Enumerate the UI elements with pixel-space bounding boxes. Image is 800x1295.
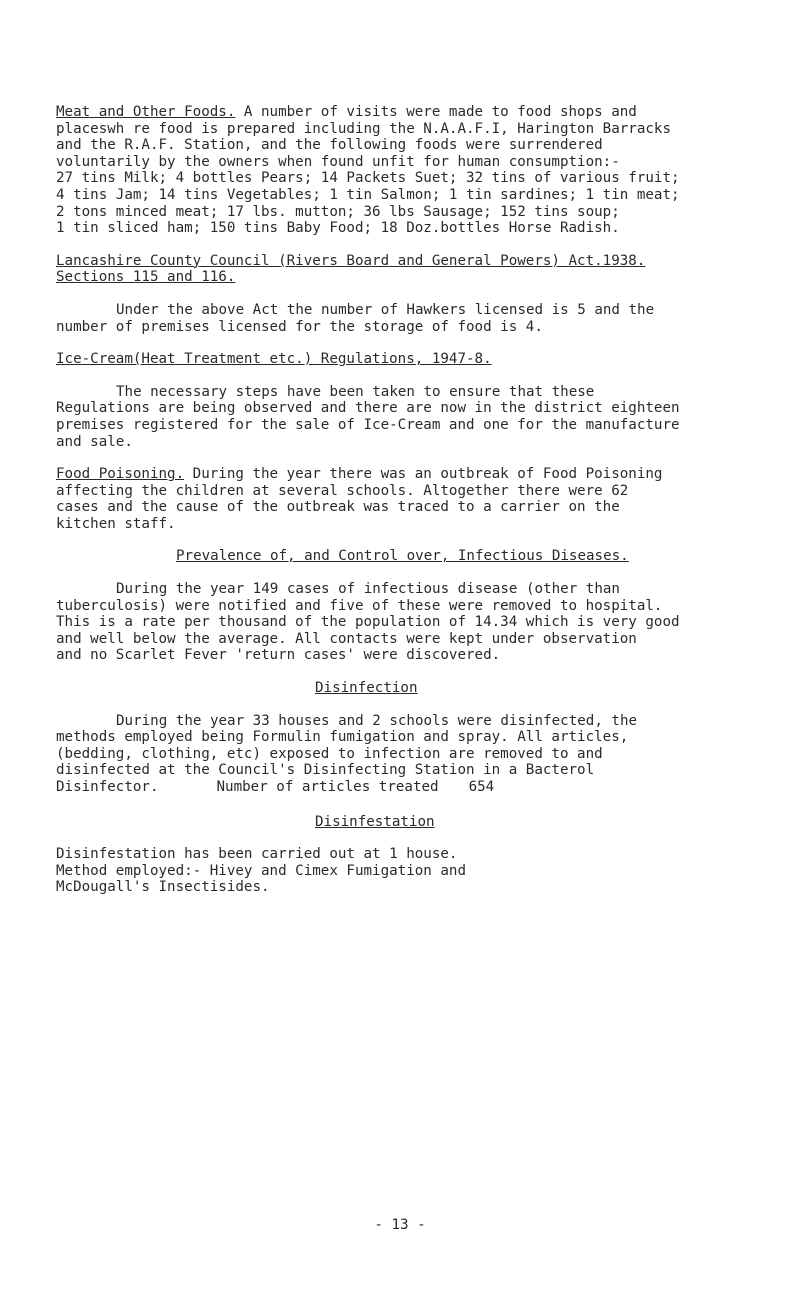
paragraph-line: voluntarily by the owners when found unfit for human consumption:- bbox=[56, 153, 620, 170]
paragraph-line: kitchen staff. bbox=[56, 515, 176, 532]
section-lancashire-act bbox=[56, 253, 796, 335]
paragraph-line: This is a rate per thousand of the population of 14.34 which is very good bbox=[56, 614, 680, 631]
document-page bbox=[56, 104, 796, 896]
section-heading: Ice-Cream(Heat Treatment etc.) Regulations, 1947-8. bbox=[56, 351, 492, 368]
paragraph-line: The necessary steps have been taken to ensure that these bbox=[116, 383, 595, 400]
paragraph-line: and well below the average. All contacts were kept under observation bbox=[56, 630, 637, 647]
section-heading: Lancashire County Council (Rivers Board and General Powers) Act.1938. bbox=[56, 252, 646, 269]
paragraph-line: Food Poisoning. During the year there was an outbreak of Food Poisoning bbox=[56, 466, 663, 483]
section-ice-cream bbox=[56, 351, 796, 450]
section-heading: Disinfection bbox=[315, 680, 418, 697]
section-heading: Food Poisoning. bbox=[56, 466, 185, 483]
paragraph-line: Method employed:- Hivey and Cimex Fumigation and bbox=[56, 862, 466, 879]
paragraph-line: premises registered for the sale of Ice-Cream and one for the manufacture bbox=[56, 416, 680, 433]
paragraph-line: 4 tins Jam; 14 tins Vegetables; 1 tin Salmon; 1 tin sardines; 1 tin meat; bbox=[56, 186, 680, 203]
paragraph-line: cases and the cause of the outbreak was traced to a carrier on the bbox=[56, 499, 620, 516]
paragraph-line: Disinfector. Number of articles treated 654 bbox=[56, 779, 495, 795]
paragraph-line: Regulations are being observed and there are now in the district eighteen bbox=[56, 400, 680, 417]
articles-treated-value: 654 bbox=[468, 779, 495, 795]
paragraph-line: During the year 149 cases of infectious disease (other than bbox=[116, 581, 620, 598]
paragraph-line: (bedding, clothing, etc) exposed to infection are removed to and bbox=[56, 745, 603, 762]
paragraph-line: disinfected at the Council's Disinfecting Station in a Bacterol bbox=[56, 762, 595, 779]
paragraph-line: affecting the children at several schools. Altogether there were 62 bbox=[56, 482, 629, 499]
section-subheading: Sections 115 and 116. bbox=[56, 269, 236, 286]
page-number: - 13 - bbox=[374, 1217, 426, 1233]
paragraph-line: and no Scarlet Fever 'return cases' were discovered. bbox=[56, 647, 501, 664]
paragraph-line: Meat and Other Foods. A number of visits were made to food shops and bbox=[56, 104, 637, 120]
section-heading: Meat and Other Foods. bbox=[56, 104, 236, 120]
paragraph-line: 1 tin sliced ham; 150 tins Baby Food; 18 Doz.bottles Horse Radish. bbox=[56, 220, 620, 237]
section-heading: Disinfestation bbox=[315, 813, 435, 830]
section-infectious-diseases bbox=[56, 548, 796, 664]
paragraph-line: and sale. bbox=[56, 433, 133, 450]
paragraph-line: methods employed being Formulin fumigation and spray. All articles, bbox=[56, 729, 629, 746]
section-disinfestation bbox=[56, 814, 796, 896]
paragraph-line: placeswh re food is prepared including the N.A.A.F.I, Harington Barracks bbox=[56, 120, 671, 137]
paragraph-line: Disinfestation has been carried out at 1 house. bbox=[56, 846, 458, 863]
section-food-poisoning bbox=[56, 466, 796, 532]
section-disinfection bbox=[56, 680, 796, 796]
paragraph-line: 2 tons minced meat; 17 lbs. mutton; 36 lbs Sausage; 152 tins soup; bbox=[56, 203, 620, 220]
section-meat-foods bbox=[56, 104, 796, 237]
paragraph-line: tuberculosis) were notified and five of these were removed to hospital. bbox=[56, 597, 663, 614]
articles-treated-label: Number of articles treated bbox=[216, 779, 439, 795]
paragraph-line: Under the above Act the number of Hawkers licensed is 5 and the bbox=[116, 301, 655, 318]
paragraph-line: number of premises licensed for the storage of food is 4. bbox=[56, 318, 543, 335]
paragraph-line: 27 tins Milk; 4 bottles Pears; 14 Packets Suet; 32 tins of various fruit; bbox=[56, 170, 680, 187]
paragraph-line: During the year 33 houses and 2 schools were disinfected, the bbox=[116, 712, 638, 729]
section-heading: Prevalence of, and Control over, Infectious Diseases. bbox=[176, 548, 629, 565]
paragraph-line: McDougall's Insectisides. bbox=[56, 879, 270, 896]
paragraph-line: and the R.A.F. Station, and the following foods were surrendered bbox=[56, 137, 603, 154]
